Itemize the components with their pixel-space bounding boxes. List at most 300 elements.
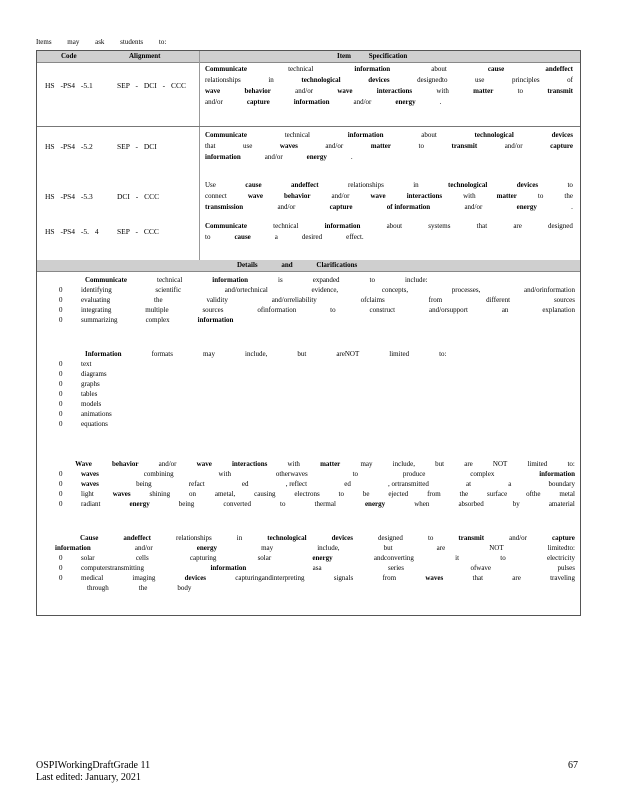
word: tables <box>81 390 98 398</box>
word: to <box>427 534 434 542</box>
word: an <box>501 306 509 314</box>
list-item-cont <box>45 583 575 593</box>
list-item <box>45 359 575 369</box>
word: designedto <box>417 76 448 84</box>
word: and/orreliability <box>271 296 317 304</box>
word: andeffect <box>545 65 573 73</box>
word: animations <box>81 410 112 418</box>
list-bullet-icon: 0 <box>59 470 63 478</box>
word: relationships <box>175 534 212 542</box>
header-alignment: Alignment <box>129 52 161 60</box>
word: energy <box>129 500 150 508</box>
word: and/or <box>134 544 153 552</box>
row-code: HS -PS4 -5.2 <box>45 141 93 151</box>
word: information <box>354 65 391 73</box>
word: NOT <box>492 460 508 468</box>
clarification-section <box>45 275 575 325</box>
list-bullet-icon: 0 <box>59 410 63 418</box>
word: ofinformation <box>257 306 297 314</box>
word: matter <box>370 142 391 150</box>
word: energy <box>516 203 537 211</box>
word: but <box>297 350 307 358</box>
word: text <box>81 360 92 368</box>
word: summarizing <box>81 316 118 324</box>
list-bullet-icon: 0 <box>59 490 63 498</box>
word: produce <box>402 470 426 478</box>
spec-line <box>205 152 573 163</box>
section-heading <box>45 349 575 359</box>
word: the <box>564 192 573 200</box>
word: with <box>218 470 231 478</box>
spec-line <box>205 232 573 243</box>
word: electrons <box>294 490 320 498</box>
word: it <box>455 554 460 562</box>
spec-line <box>205 221 573 232</box>
word: with <box>463 192 476 200</box>
word: expanded <box>312 276 340 284</box>
word: interactions <box>231 460 268 468</box>
word: that <box>476 222 488 230</box>
word: ametal, <box>214 490 236 498</box>
word: waves <box>279 142 298 150</box>
word: and/or <box>295 87 314 95</box>
word: by <box>512 500 520 508</box>
word: medical <box>81 574 104 582</box>
word: cause <box>245 181 262 189</box>
list-bullet-icon: 0 <box>59 306 63 314</box>
word: may <box>360 460 373 468</box>
list-item <box>45 419 575 429</box>
word: information <box>539 470 575 478</box>
word: of <box>567 76 573 84</box>
word: capturing <box>189 554 217 562</box>
list-item <box>45 499 575 509</box>
word: information <box>55 544 91 552</box>
section-heading-cont <box>45 543 575 553</box>
word: signals <box>333 574 354 582</box>
section-heading <box>45 459 575 469</box>
word: may <box>261 544 274 552</box>
word: converted <box>223 500 251 508</box>
word: and/or <box>205 98 223 106</box>
word: combining <box>143 470 174 478</box>
word: ed <box>344 480 351 488</box>
footer-title: OSPIWorkingDraftGrade 11 <box>36 760 151 771</box>
word: technical <box>157 276 183 284</box>
word: limited <box>389 350 410 358</box>
word: systems <box>428 222 451 230</box>
word: with <box>436 87 449 95</box>
word: information <box>210 564 247 572</box>
word: about <box>386 222 403 230</box>
word: devices <box>516 181 539 189</box>
word: wave <box>337 87 353 95</box>
word: be <box>362 490 370 498</box>
word: wave <box>196 460 212 468</box>
word: , ortransmitted <box>388 480 429 488</box>
word: to <box>205 233 211 241</box>
word: technological <box>267 534 307 542</box>
row-specification <box>205 221 573 243</box>
word: and/orsupport <box>429 306 468 314</box>
page-number: 67 <box>568 760 578 771</box>
spec-line <box>205 180 573 191</box>
word: devices <box>551 131 573 139</box>
list-item <box>45 409 575 419</box>
clarification-section <box>45 349 575 429</box>
word: ofthe <box>526 490 541 498</box>
word: surface <box>486 490 508 498</box>
word: on <box>188 490 196 498</box>
word: to <box>330 306 336 314</box>
word: information <box>293 98 330 106</box>
list-bullet-icon: 0 <box>59 480 63 488</box>
word: information <box>205 153 241 161</box>
word: to <box>418 142 424 150</box>
word: technical <box>284 131 310 139</box>
word: ed <box>241 480 249 488</box>
word: waves <box>425 574 444 582</box>
word: Communicate <box>205 131 247 139</box>
word: and/or <box>325 142 344 150</box>
word: to: <box>567 460 575 468</box>
spec-line <box>205 75 573 86</box>
word: include: <box>405 276 428 284</box>
word: technological <box>474 131 514 139</box>
word: relationships <box>205 76 241 84</box>
word: and/or <box>353 98 372 106</box>
word: ejected <box>388 490 409 498</box>
word: integrating <box>81 306 112 314</box>
word: light <box>81 490 94 498</box>
row-code: HS -PS4 -5. 4 <box>45 227 99 236</box>
list-item <box>45 469 575 479</box>
word: pulses <box>557 564 575 572</box>
table-header <box>37 51 580 63</box>
word: capture <box>329 203 353 211</box>
word: Cause <box>80 534 99 542</box>
word: are <box>436 544 446 552</box>
footer <box>36 760 150 784</box>
word: andconverting <box>373 554 414 562</box>
word: are <box>513 222 522 230</box>
word: energy <box>306 153 327 161</box>
word: sources <box>553 296 575 304</box>
word: about <box>431 65 447 73</box>
word: evidence, <box>311 286 339 294</box>
word: multiple <box>145 306 169 314</box>
word: in <box>413 181 419 189</box>
footer-edited: Last edited: January, 2021 <box>36 772 141 783</box>
word: and/or <box>331 192 350 200</box>
word: Communicate <box>205 222 247 230</box>
word: shining <box>149 490 171 498</box>
word: and/ortechnical <box>224 286 268 294</box>
word: are <box>512 574 521 582</box>
spec-line <box>205 97 573 108</box>
word: the <box>138 584 148 592</box>
word: and/or <box>504 142 523 150</box>
word: scientific <box>155 286 182 294</box>
list-bullet-icon: 0 <box>59 574 63 582</box>
word: information <box>197 316 234 324</box>
word: principles <box>511 76 540 84</box>
word: use <box>475 76 485 84</box>
spec-line <box>205 202 573 213</box>
word: andeffect <box>291 181 319 189</box>
word: technical <box>273 222 299 230</box>
list-item <box>45 573 575 583</box>
word: a <box>274 233 278 241</box>
word: use <box>243 142 253 150</box>
word: being <box>178 500 195 508</box>
list-item <box>45 369 575 379</box>
bullet-icon <box>45 349 55 359</box>
header-spec: Item Specification <box>337 52 408 60</box>
word: to: <box>439 350 447 358</box>
word: , reflect <box>285 480 308 488</box>
section-heading <box>45 533 575 543</box>
word: to <box>280 500 286 508</box>
list-bullet-icon: 0 <box>59 500 63 508</box>
row-alignment: SEP - CCC <box>117 227 159 236</box>
word: matter <box>473 87 494 95</box>
word: in <box>236 534 243 542</box>
word: construct <box>369 306 396 314</box>
word: to <box>567 181 573 189</box>
header-code: Code <box>61 52 77 60</box>
word: Communicate <box>205 65 247 73</box>
word: complex <box>145 316 170 324</box>
word: through <box>87 584 109 592</box>
word: explanation <box>542 306 575 314</box>
word: validity <box>206 296 228 304</box>
word: limitedto: <box>547 544 575 552</box>
spec-line <box>205 86 573 97</box>
list-item <box>45 305 575 315</box>
word: . <box>571 203 573 211</box>
word: sources <box>202 306 224 314</box>
word: but <box>383 544 393 552</box>
word: include, <box>245 350 268 358</box>
row-alignment: SEP - DCI <box>117 141 157 151</box>
word: equations <box>81 420 108 428</box>
list-item <box>45 379 575 389</box>
word: matter <box>496 192 517 200</box>
word: effect. <box>346 233 364 241</box>
word: NOT <box>489 544 504 552</box>
word: diagrams <box>81 370 107 378</box>
spec-table <box>36 50 581 616</box>
word: andeffect <box>123 534 151 542</box>
word: when <box>414 500 430 508</box>
word: at <box>466 480 472 488</box>
word: . <box>350 153 353 161</box>
word: evaluating <box>81 296 111 304</box>
word: identifying <box>81 286 112 294</box>
word: energy <box>364 500 386 508</box>
word: areNOT <box>336 350 360 358</box>
word: and/orinformation <box>524 286 575 294</box>
word: Information <box>85 350 122 358</box>
column-divider <box>199 51 200 260</box>
list-bullet-icon: 0 <box>59 400 63 408</box>
list-bullet-icon: 0 <box>59 554 63 562</box>
word: and/or <box>464 203 483 211</box>
word: ofclaims <box>360 296 385 304</box>
row-divider <box>37 126 580 127</box>
word: ofwave <box>470 564 492 572</box>
word: body <box>177 584 192 592</box>
row-alignment: DCI - CCC <box>117 191 160 201</box>
word: relationships <box>348 181 384 189</box>
word: wave <box>247 192 263 200</box>
row-alignment: SEP - DCI - CCC <box>117 81 187 90</box>
word: in <box>268 76 274 84</box>
spec-line <box>205 141 573 152</box>
list-bullet-icon: 0 <box>59 286 63 294</box>
word: boundary <box>548 480 575 488</box>
list-bullet-icon: 0 <box>59 390 63 398</box>
word: imaging <box>132 574 156 582</box>
word: processes, <box>451 286 481 294</box>
word: include, <box>392 460 415 468</box>
word: thermal <box>314 500 336 508</box>
word: desired <box>301 233 323 241</box>
word: transmit <box>458 534 485 542</box>
word: complex <box>470 470 495 478</box>
list-item <box>45 563 575 573</box>
list-item <box>45 489 575 499</box>
word: solar <box>81 554 95 562</box>
word: designed <box>378 534 403 542</box>
word: formats <box>151 350 173 358</box>
word: designed <box>548 222 573 230</box>
word: behavior <box>112 460 139 468</box>
word: electricity <box>546 554 575 562</box>
word: about <box>421 131 437 139</box>
word: that <box>205 142 216 150</box>
list-item <box>45 399 575 409</box>
word: limited <box>527 460 548 468</box>
word: radiant <box>81 500 101 508</box>
word: . <box>439 98 442 106</box>
word: with <box>287 460 300 468</box>
word: technological <box>448 181 488 189</box>
row-specification <box>205 64 573 108</box>
list-item <box>45 389 575 399</box>
spec-line <box>205 64 573 75</box>
details-header <box>37 260 580 272</box>
word: of information <box>386 203 431 211</box>
word: interactions <box>376 87 413 95</box>
word: waves <box>81 470 99 478</box>
word: traveling <box>550 574 575 582</box>
clarification-section <box>45 459 575 509</box>
word: energy <box>312 554 333 562</box>
word: models <box>81 400 102 408</box>
word: the <box>154 296 163 304</box>
word: causing <box>254 490 276 498</box>
bullet-icon <box>45 275 55 285</box>
list-bullet-icon: 0 <box>59 380 63 388</box>
word: and/or <box>277 203 296 211</box>
word: devices <box>368 76 390 84</box>
word: from <box>428 296 443 304</box>
word: and/or <box>264 153 283 161</box>
word: wave <box>205 87 221 95</box>
word: devices <box>331 534 353 542</box>
word: Use <box>205 181 216 189</box>
word: technological <box>301 76 341 84</box>
list-item <box>45 285 575 295</box>
list-item <box>45 553 575 563</box>
bullet-icon <box>45 459 55 469</box>
word: otherwaves <box>275 470 308 478</box>
word: capture <box>552 534 575 542</box>
word: information <box>324 222 361 230</box>
word: devices <box>184 574 207 582</box>
word: are <box>464 460 473 468</box>
spec-line <box>205 191 573 202</box>
word: information <box>347 131 384 139</box>
word: asa <box>312 564 322 572</box>
word: to <box>352 470 359 478</box>
word: waves <box>81 480 99 488</box>
word: from <box>427 490 441 498</box>
word: include, <box>317 544 340 552</box>
spec-line <box>205 130 573 141</box>
word: and/or <box>158 460 177 468</box>
word: graphs <box>81 380 100 388</box>
word: transmit <box>451 142 478 150</box>
word: Communicate <box>85 276 127 284</box>
row-code: HS -PS4 -5.1 <box>45 81 93 90</box>
word: solar <box>257 554 272 562</box>
word: cause <box>234 233 251 241</box>
row-specification <box>205 180 573 213</box>
list-bullet-icon: 0 <box>59 370 63 378</box>
word: interactions <box>406 192 443 200</box>
word: transmission <box>205 203 244 211</box>
word: cells <box>135 554 149 562</box>
row-code: HS -PS4 -5.3 <box>45 191 93 201</box>
word: is <box>278 276 283 284</box>
word: and/or <box>509 534 528 542</box>
word: behavior <box>244 87 271 95</box>
word: that <box>472 574 484 582</box>
word: waves <box>112 490 131 498</box>
list-bullet-icon: 0 <box>59 564 63 572</box>
word: to <box>369 276 375 284</box>
word: the <box>459 490 469 498</box>
header-details: Details and Clarifications <box>237 261 358 269</box>
word: behavior <box>284 192 311 200</box>
word: a <box>508 480 512 488</box>
word: to <box>338 490 344 498</box>
list-item <box>45 295 575 305</box>
word: Wave <box>75 460 92 468</box>
word: technical <box>288 65 314 73</box>
list-bullet-icon: 0 <box>59 316 63 324</box>
word: energy <box>395 98 416 106</box>
word: transmit <box>547 87 573 95</box>
word: connect <box>205 192 227 200</box>
word: series <box>388 564 404 572</box>
word: from <box>382 574 397 582</box>
list-item <box>45 479 575 489</box>
word: different <box>486 296 511 304</box>
